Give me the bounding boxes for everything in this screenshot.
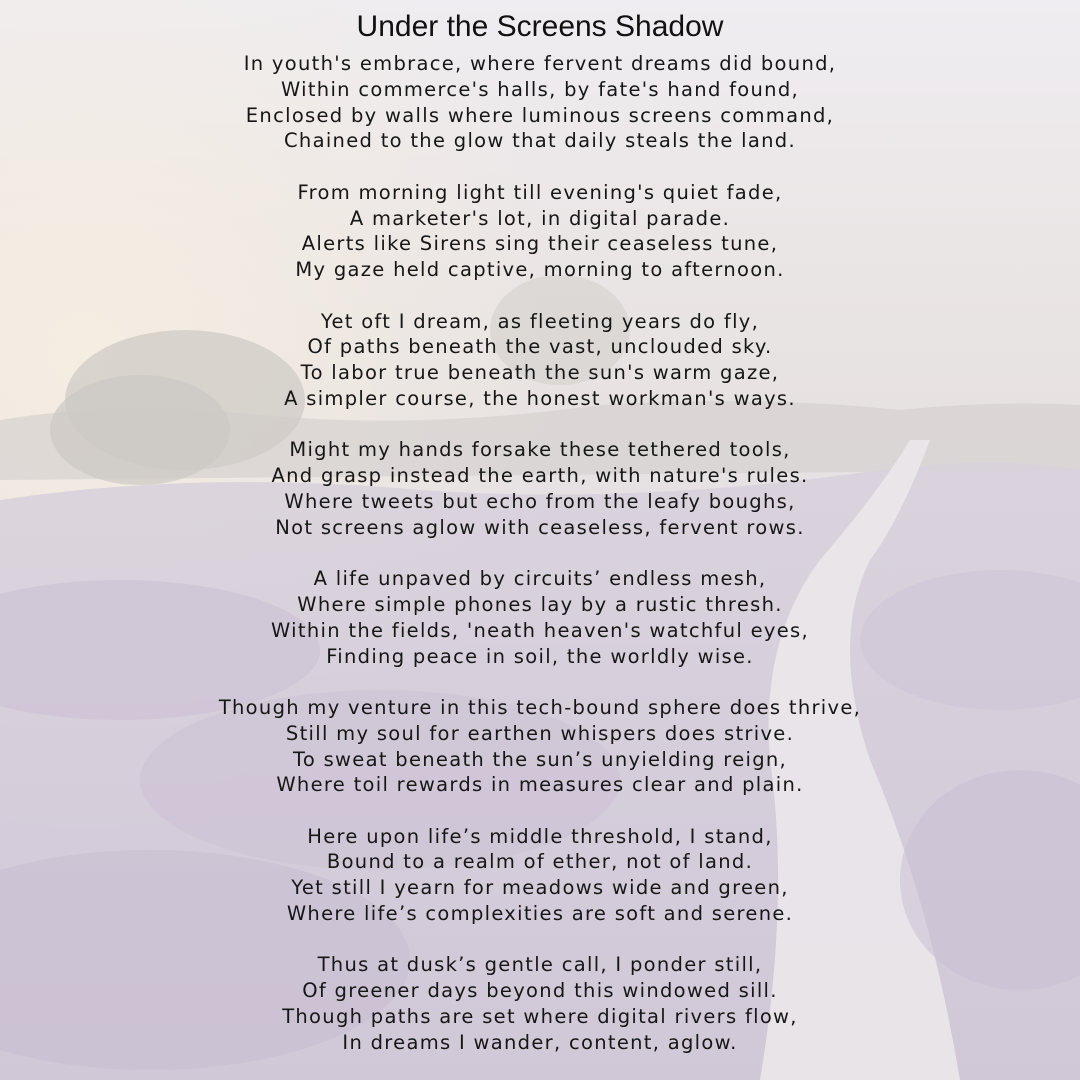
poem-line: Within the fields, 'neath heaven's watchful eyes, [271,618,809,642]
poem-line: Where life’s complexities are soft and serene. [286,902,794,926]
poem-line: Where tweets but echo from the leafy boughs, [284,489,796,513]
poem-line: Not screens aglow with ceaseless, fervent rows. [275,515,805,539]
stanza [0,437,1080,540]
poem-line: Thus at dusk’s gentle call, I ponder still, [317,953,763,977]
poem-line: A simpler course, the honest workman's ways. [284,386,796,410]
poem-line: Bound to a realm of ether, not of land. [326,850,754,874]
poem-line: My gaze held captive, morning to afternoon. [295,258,785,282]
stanza [0,180,1080,283]
poem-line: Still my soul for earthen whispers does strive. [285,721,795,745]
stanza [0,51,1080,154]
poem-line: In youth's embrace, where fervent dreams did bound, [243,52,837,75]
poem-line: Where toil rewards in measures clear and plain. [276,773,804,797]
poem-line: In dreams I wander, content, aglow. [342,1030,738,1054]
poem-line: To labor true beneath the sun's warm gaze, [300,361,780,385]
poem-body [0,51,1080,1056]
poem-line: Where simple phones lay by a rustic thresh. [297,592,783,616]
poem-line: Though my venture in this tech-bound sphere does thrive, [218,695,862,719]
poem-line: Yet still I yearn for meadows wide and green, [291,876,789,900]
poem-line: A marketer's lot, in digital parade. [349,206,731,230]
stanza [0,824,1080,927]
stanza [0,566,1080,669]
poem-line: Yet oft I dream, as fleeting years do fly, [320,309,760,333]
poem-line: A life unpaved by circuits’ endless mesh, [313,567,767,591]
poem-title: Under the Screens Shadow [356,10,724,43]
poem-line: To sweat beneath the sun’s unyielding reign, [292,747,788,771]
poem [0,8,1080,1080]
poem-line: Chained to the glow that daily steals the land. [284,129,796,153]
poem-line: And grasp instead the earth, with nature's rules. [271,464,809,488]
stanza [0,695,1080,798]
poem-line: Enclosed by walls where luminous screens command, [245,103,835,127]
stanza [0,309,1080,412]
poem-line: Here upon life’s middle threshold, I stand, [307,824,773,848]
poem-line: Though paths are set where digital rivers flow, [282,1005,798,1029]
stanza [0,952,1080,1055]
poem-line: Alerts like Sirens sing their ceaseless tune, [301,232,779,256]
poem-line: Of paths beneath the vast, unclouded sky. [307,335,773,359]
poem-line: Within commerce's halls, by fate's hand found, [280,77,800,101]
poem-line: Finding peace in soil, the worldly wise. [326,644,754,668]
poem-line: Might my hands forsake these tethered tools, [289,438,791,462]
poem-line: Of greener days beyond this windowed sill. [302,979,778,1003]
poem-line: From morning light till evening's quiet fade, [297,180,783,204]
